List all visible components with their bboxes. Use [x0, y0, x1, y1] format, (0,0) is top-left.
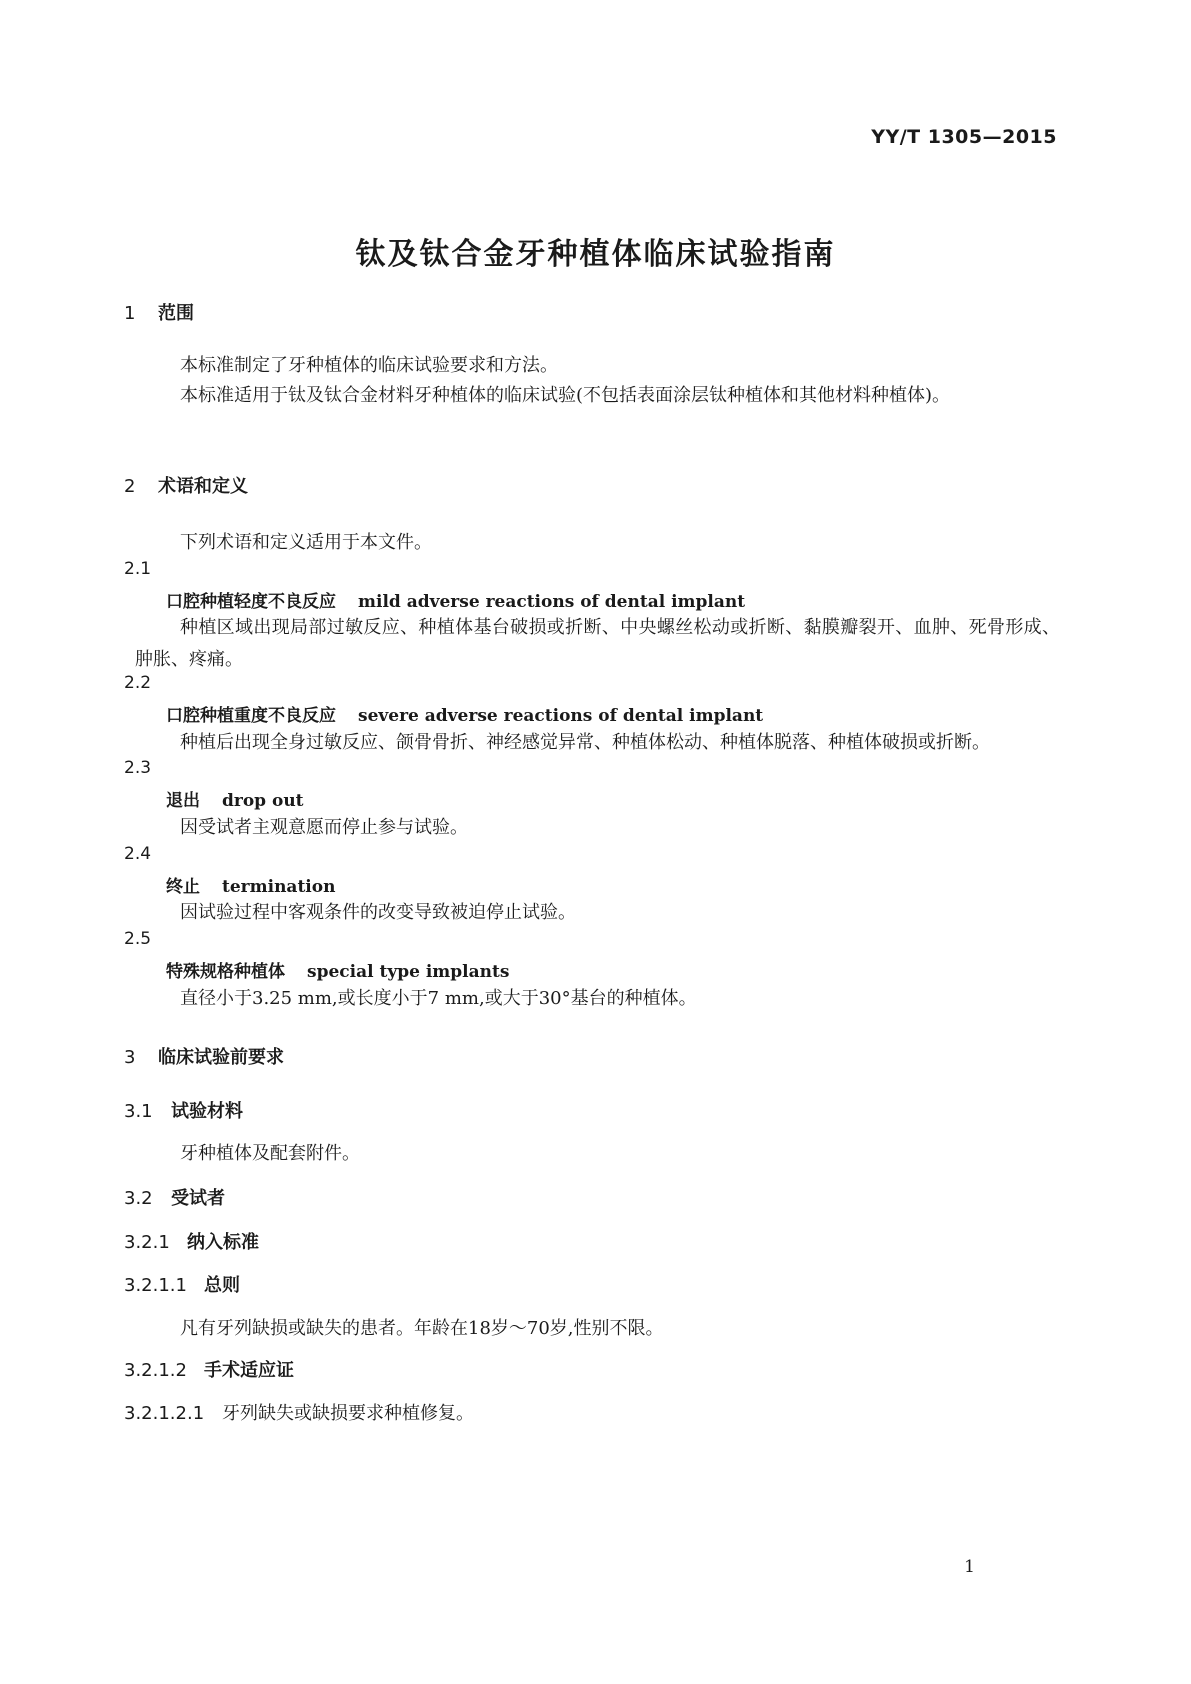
section-number: 3.1: [124, 1101, 153, 1122]
section-number: 1: [124, 303, 136, 324]
section-number: 3.2.1.1: [124, 1275, 187, 1296]
term-zh: 口腔种植轻度不良反应: [166, 592, 336, 612]
section-title: 范围: [158, 303, 194, 324]
page-number: 1: [964, 1557, 975, 1577]
section-title: 手术适应证: [204, 1360, 294, 1381]
section-title: 受试者: [171, 1188, 225, 1209]
section-2-heading: [124, 472, 248, 498]
section-title: 临床试验前要求: [158, 1047, 284, 1068]
section-title: 术语和定义: [158, 476, 248, 497]
term-zh: 特殊规格种植体: [166, 962, 285, 982]
term-number: 2.5: [124, 929, 152, 949]
term-definition: 种植后出现全身过敏反应、颌骨骨折、神经感觉异常、种植体松动、种植体脱落、种植体破损或折断。: [180, 732, 990, 753]
term-heading: [166, 957, 509, 982]
paragraph: 本标准制定了牙种植体的临床试验要求和方法。: [180, 355, 558, 376]
term-definition: 种植区域出现局部过敏反应、种植体基台破损或折断、中央螺丝松动或折断、黏膜瓣裂开、血肿、死骨形成、肿胀、疼痛。: [135, 617, 1060, 670]
paragraph: 本标准适用于钛及钛合金材料牙种植体的临床试验(不包括表面涂层钛种植体和其他材料种植体)。: [180, 385, 951, 406]
term-heading: [166, 872, 335, 897]
term-definition: 因试验过程中客观条件的改变导致被迫停止试验。: [180, 902, 576, 923]
term-heading: [166, 701, 763, 726]
subsection-3-2-1-2-heading: [124, 1356, 294, 1382]
section-title: 纳入标准: [187, 1232, 259, 1253]
subsection-3-1-heading: [124, 1097, 243, 1123]
term-zh: 口腔种植重度不良反应: [166, 706, 336, 726]
term-definition: 因受试者主观意愿而停止参与试验。: [180, 817, 468, 838]
term-en: severe adverse reactions of dental implant: [358, 706, 764, 726]
term-number: 2.3: [124, 758, 152, 778]
section-number: 3.2: [124, 1188, 153, 1209]
document-title: 钛及钛合金牙种植体临床试验指南: [355, 237, 836, 272]
section-number: 3.2.1.2: [124, 1360, 187, 1381]
paragraph: 下列术语和定义适用于本文件。: [180, 532, 432, 553]
section-title: 试验材料: [171, 1101, 243, 1122]
term-heading: [166, 587, 745, 612]
term-definition: 直径小于3.25 mm,或长度小于7 mm,或大于30°基台的种植体。: [180, 988, 697, 1009]
clause-text: 牙列缺失或缺损要求种植修复。: [222, 1403, 474, 1424]
term-en: mild adverse reactions of dental implant: [358, 592, 746, 612]
section-number: 3: [124, 1047, 136, 1068]
section-title: 总则: [204, 1275, 240, 1296]
section-number: 3.2.1: [124, 1232, 170, 1253]
section-1-heading: [124, 299, 194, 325]
subsection-3-2-heading: [124, 1184, 225, 1210]
section-number: 2: [124, 476, 136, 497]
term-heading: [166, 786, 304, 811]
paragraph: 牙种植体及配套附件。: [180, 1143, 360, 1164]
term-number: 2.2: [124, 673, 152, 693]
term-en: special type implants: [307, 962, 510, 982]
paragraph: 凡有牙列缺损或缺失的患者。年龄在18岁～70岁,性别不限。: [180, 1318, 664, 1339]
term-en: drop out: [222, 791, 304, 811]
term-zh: 终止: [166, 877, 200, 897]
subsection-3-2-1-heading: [124, 1228, 259, 1254]
document-code: YY/T 1305—2015: [871, 126, 1057, 148]
clause-3-2-1-2-1: [124, 1399, 474, 1425]
section-3-heading: [124, 1043, 284, 1069]
term-number: 2.1: [124, 559, 152, 579]
term-number: 2.4: [124, 844, 152, 864]
term-zh: 退出: [166, 791, 200, 811]
term-en: termination: [222, 877, 336, 897]
subsection-3-2-1-1-heading: [124, 1271, 240, 1297]
clause-number: 3.2.1.2.1: [124, 1403, 205, 1424]
